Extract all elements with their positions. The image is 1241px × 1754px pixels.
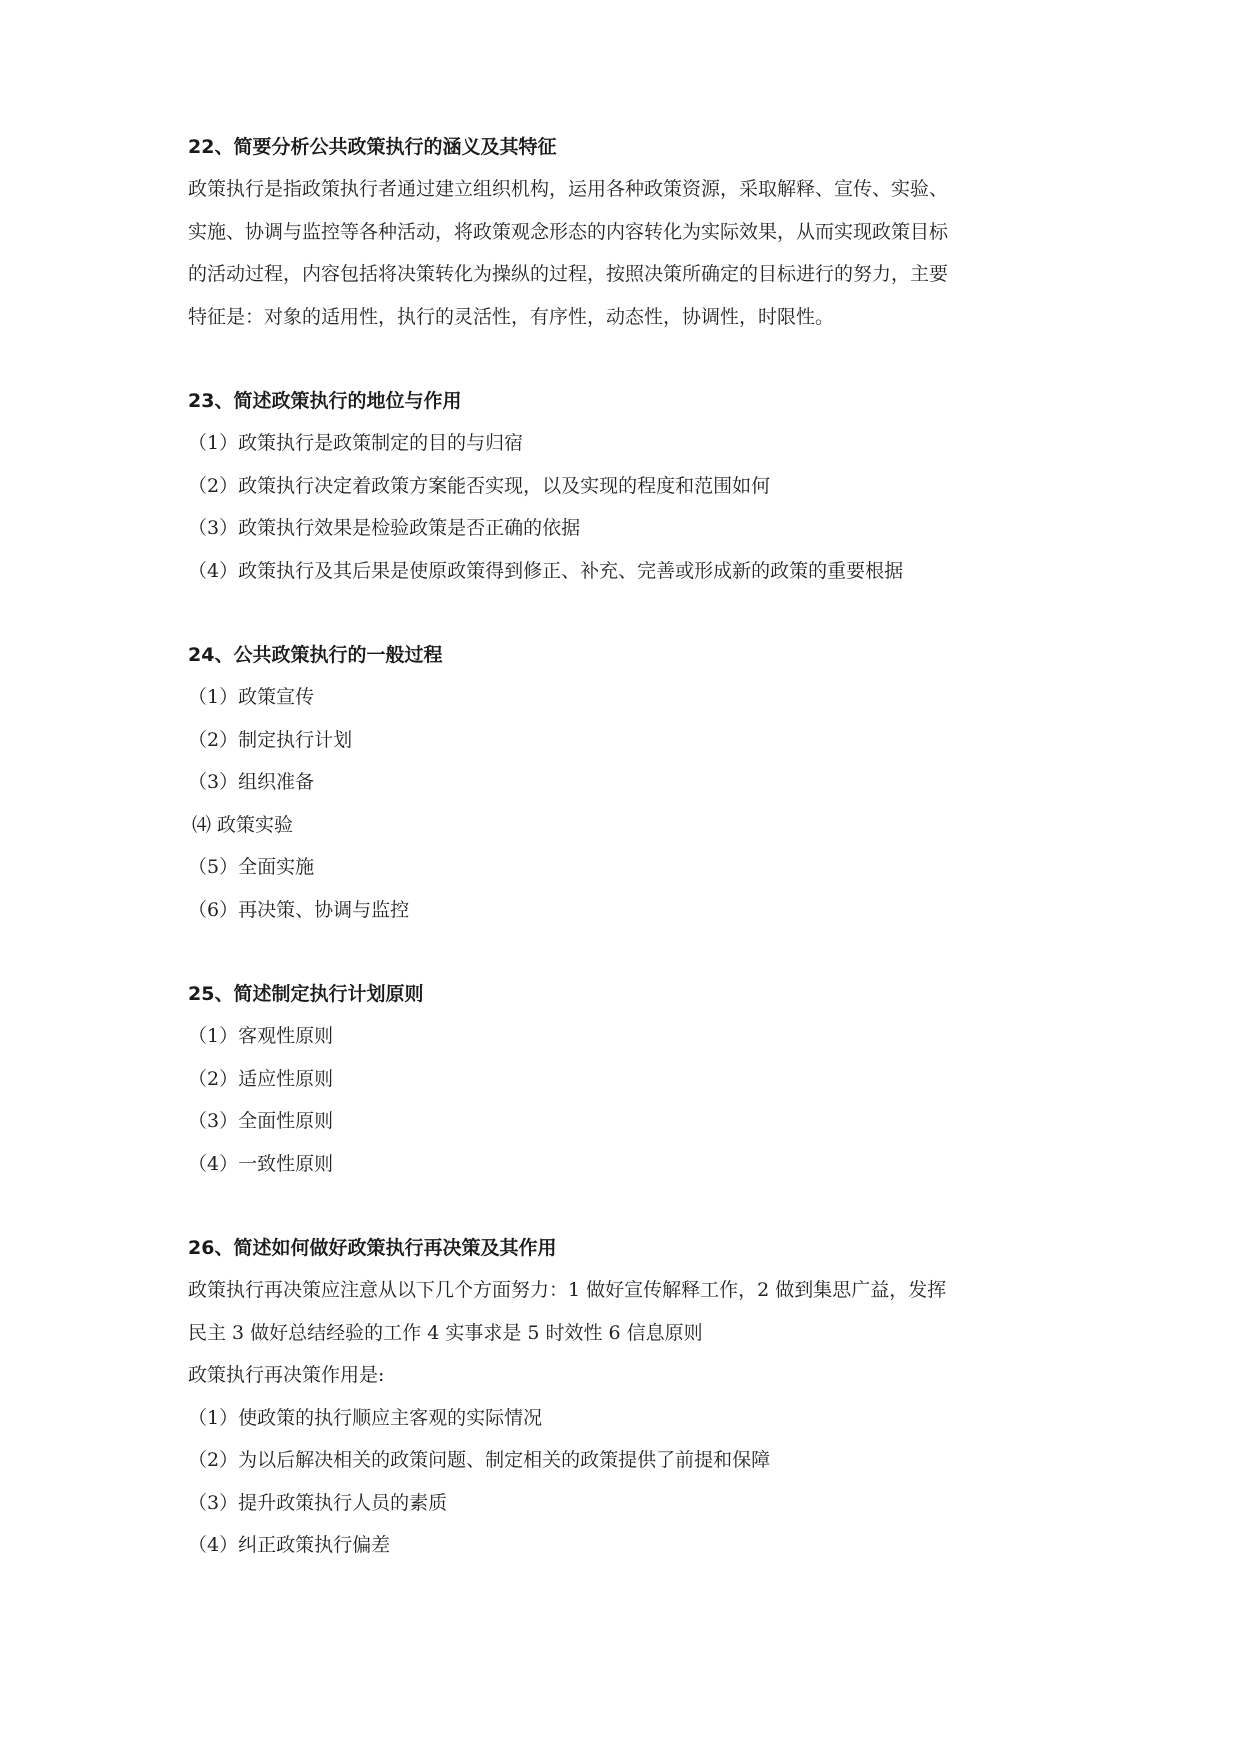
list-item: （2）政策执行决定着政策方案能否实现，以及实现的程度和范围如何: [188, 474, 771, 497]
section-23: [188, 380, 1068, 592]
section-title: 22、简要分析公共政策执行的涵义及其特征: [188, 136, 557, 158]
list-item: （2）制定执行计划: [188, 728, 353, 751]
section-title: 24、公共政策执行的一般过程: [188, 644, 443, 666]
list-item: （4）政策执行及其后果是使原政策得到修正、补充、完善或形成新的政策的重要根据: [188, 559, 904, 582]
list-item: （1）政策宣传: [188, 686, 315, 708]
paragraph-line: 政策执行是指政策执行者通过建立组织机构，运用各种政策资源，采取解释、宣传、实验、: [188, 178, 949, 200]
section-gap: [188, 1185, 1068, 1227]
list-item: （3）组织准备: [188, 771, 315, 793]
section-title: 23、简述政策执行的地位与作用: [188, 390, 462, 412]
document-page: [188, 0, 1068, 1567]
list-item: （2）为以后解决相关的政策问题、制定相关的政策提供了前提和保障: [188, 1449, 771, 1471]
paragraph-line: 实施、协调与监控等各种活动，将政策观念形态的内容转化为实际效果，从而实现政策目标: [188, 220, 949, 243]
section-gap: [188, 338, 1068, 380]
section-gap: [188, 931, 1068, 973]
paragraph-line: 政策执行再决策应注意从以下几个方面努力：1 做好宣传解释工作，2 做到集思广益，发挥: [188, 1279, 947, 1301]
list-item: （5）全面实施: [188, 856, 315, 878]
list-item: （4）纠正政策执行偏差: [188, 1534, 391, 1556]
list-item: （3）政策执行效果是检验政策是否正确的依据: [188, 517, 581, 539]
list-item: （4）一致性原则: [188, 1152, 334, 1175]
paragraph-line: 特征是：对象的适用性，执行的灵活性，有序性，动态性，协调性，时限性。: [188, 305, 835, 328]
section-title: 26、简述如何做好政策执行再决策及其作用: [188, 1237, 557, 1259]
section-24: [188, 634, 1068, 931]
paragraph-line: 的活动过程，内容包括将决策转化为操纵的过程，按照决策所确定的目标进行的努力，主要: [188, 263, 949, 285]
top-margin: [188, 0, 1068, 126]
list-item: （1）客观性原则: [188, 1025, 334, 1047]
list-item: （3）提升政策执行人员的素质: [188, 1491, 448, 1514]
list-item: （6）再决策、协调与监控: [188, 898, 410, 921]
section-22: [188, 126, 1068, 338]
paragraph-line: 政策执行再决策作用是:: [188, 1364, 385, 1386]
list-item: ⑷ 政策实验: [192, 813, 294, 836]
list-item: （2）适应性原则: [188, 1067, 334, 1090]
list-item: （3）全面性原则: [188, 1110, 334, 1132]
section-title: 25、简述制定执行计划原则: [188, 983, 424, 1005]
section-gap: [188, 592, 1068, 634]
list-item: （1）政策执行是政策制定的目的与归宿: [188, 432, 524, 454]
list-item: （1）使政策的执行顺应主客观的实际情况: [188, 1406, 543, 1429]
section-25: [188, 973, 1068, 1185]
paragraph-line: 民主 3 做好总结经验的工作 4 实事求是 5 时效性 6 信息原则: [188, 1321, 703, 1344]
section-26: [188, 1227, 1068, 1567]
